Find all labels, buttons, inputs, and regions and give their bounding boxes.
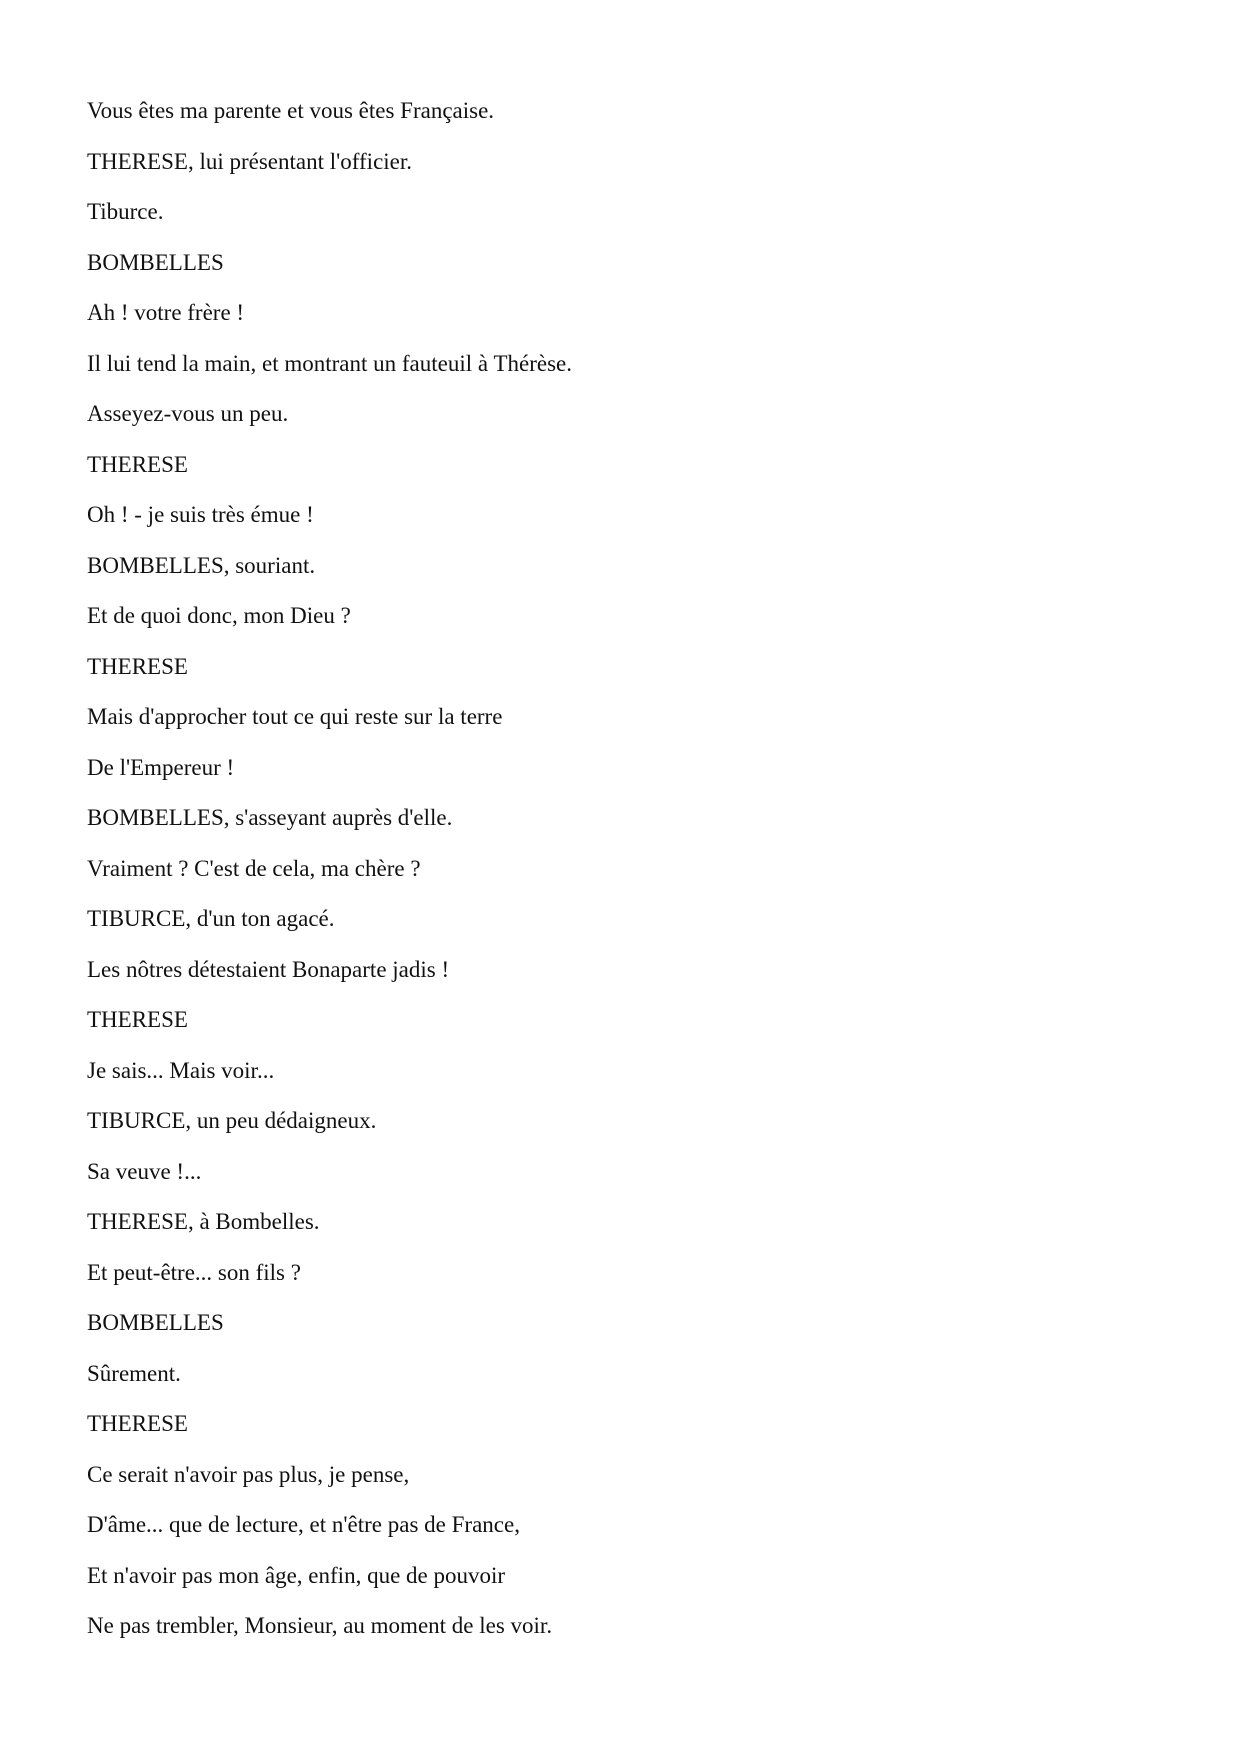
text-line: Ce serait n'avoir pas plus, je pense, [87, 1461, 410, 1487]
speaker-name: THERESE [87, 653, 188, 679]
stage-direction: TIBURCE, d'un ton agacé. [87, 906, 335, 931]
speaker-name: THERESE [87, 1411, 188, 1436]
text-line: Ne pas trembler, Monsieur, au moment de les voir. [87, 1613, 553, 1638]
text-line: Mais d'approcher tout ce qui reste sur la terre [87, 704, 503, 729]
speaker-name: THERESE [87, 1007, 188, 1032]
stage-direction: Il lui tend la main, et montrant un fauteuil à Thérèse. [87, 350, 572, 376]
text-line: Et de quoi donc, mon Dieu ? [87, 603, 351, 628]
speaker-name: THERESE [87, 451, 188, 477]
text-line: Tiburce. [87, 199, 164, 224]
stage-direction: BOMBELLES, s'asseyant auprès d'elle. [87, 805, 453, 830]
text-line: Je sais... Mais voir... [87, 1057, 275, 1083]
text-line: Vous êtes ma parente et vous êtes Française. [87, 98, 495, 123]
text-line: Et peut-être... son fils ? [87, 1259, 301, 1285]
text-line: Asseyez-vous un peu. [87, 401, 289, 426]
speaker-name: BOMBELLES [87, 249, 224, 275]
text-line: Oh ! - je suis très émue ! [87, 502, 314, 527]
speaker-name: BOMBELLES [87, 1310, 224, 1335]
text-line: Vraiment ? C'est de cela, ma chère ? [87, 855, 421, 881]
stage-direction: BOMBELLES, souriant. [87, 552, 316, 578]
stage-direction: THERESE, lui présentant l'officier. [87, 148, 413, 174]
text-line: Ah ! votre frère ! [87, 300, 245, 325]
text-line: Et n'avoir pas mon âge, enfin, que de pouvoir [87, 1562, 506, 1588]
text-line: Sa veuve !... [87, 1158, 202, 1184]
stage-direction: THERESE, à Bombelles. [87, 1209, 320, 1234]
text-line: Les nôtres détestaient Bonaparte jadis ! [87, 956, 450, 982]
text-line: De l'Empereur ! [87, 754, 235, 780]
text-line: D'âme... que de lecture, et n'être pas de France, [87, 1512, 520, 1537]
text-line: Sûrement. [87, 1360, 181, 1386]
stage-direction: TIBURCE, un peu dédaigneux. [87, 1108, 377, 1133]
text-body [87, 93, 1167, 1659]
